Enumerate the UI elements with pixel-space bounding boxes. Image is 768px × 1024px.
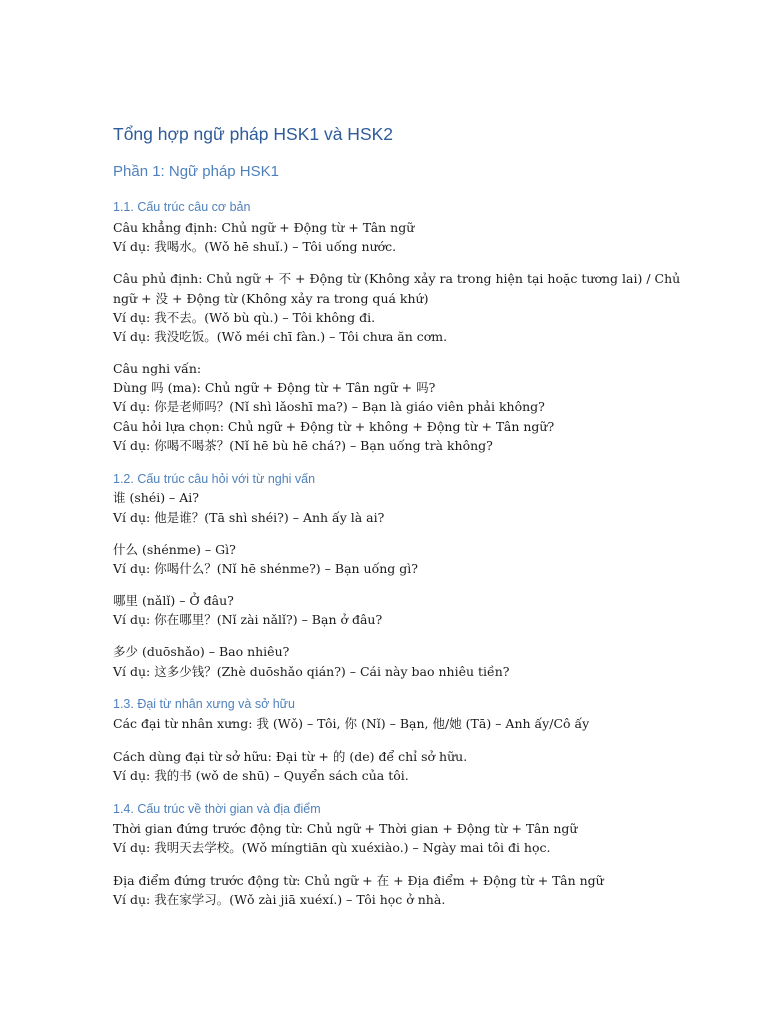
text-line: Cách dùng đại từ sở hữu: Đại từ + 的 (de) để chỉ sở hữu.: [113, 749, 468, 764]
text-line: Ví dụ: 你在哪里？(Nǐ zài nǎlǐ?) – Bạn ở đâu?: [113, 612, 383, 627]
text-line: Câu phủ định: Chủ ngữ + 不 + Động từ (Không xảy ra trong hiện tại hoặc tương lai) / Chủ: [113, 271, 681, 286]
document-title: Tổng hợp ngữ pháp HSK1 và HSK2: [113, 124, 394, 144]
text-line: Ví dụ: 我明天去学校。(Wǒ míngtiān qù xuéxiào.) – Ngày mai tôi đi học.: [113, 840, 551, 855]
text-line: Ví dụ: 我的书 (wǒ de shū) – Quyển sách của tôi.: [113, 768, 409, 783]
text-line: Ví dụ: 他是谁？(Tā shì shéi?) – Anh ấy là ai?: [113, 510, 385, 525]
part-1-heading: Phần 1: Ngữ pháp HSK1: [113, 163, 279, 180]
text-line: 哪里 (nǎlǐ) – Ở đâu?: [113, 593, 234, 608]
text-line: Ví dụ: 我喝水。(Wǒ hē shuǐ.) – Tôi uống nước.: [113, 239, 397, 254]
text-line: Ví dụ: 你喝什么？(Nǐ hē shénme?) – Bạn uống gì?: [113, 561, 418, 576]
text-line: Câu khẳng định: Chủ ngữ + Động từ + Tân ngữ: [113, 220, 415, 235]
text-line: Ví dụ: 我没吃饭。(Wǒ méi chī fàn.) – Tôi chưa ăn cơm.: [113, 329, 448, 344]
text-line: Câu hỏi lựa chọn: Chủ ngữ + Động từ + không + Động từ + Tân ngữ?: [113, 419, 555, 434]
text-line: Dùng 吗 (ma): Chủ ngữ + Động từ + Tân ngữ + 吗?: [113, 380, 436, 395]
section-1-3-heading: 1.3. Đại từ nhân xưng và sở hữu: [113, 697, 296, 711]
text-line: Ví dụ: 我在家学习。(Wǒ zài jiā xuéxí.) – Tôi học ở nhà.: [113, 892, 446, 907]
text-line: Ví dụ: 你是老师吗？(Nǐ shì lǎoshī ma?) – Bạn là giáo viên phải không?: [113, 399, 545, 414]
text-line: Ví dụ: 我不去。(Wǒ bù qù.) – Tôi không đi.: [113, 310, 376, 325]
text-line: Thời gian đứng trước động từ: Chủ ngữ + Thời gian + Động từ + Tân ngữ: [113, 821, 578, 836]
text-line: Ví dụ: 你喝不喝茶？(Nǐ hē bù hē chá?) – Bạn uống trà không?: [113, 438, 493, 453]
text-line: 多少 (duōshǎo) – Bao nhiêu?: [113, 644, 290, 659]
section-1-1-heading: 1.1. Cấu trúc câu cơ bản: [113, 200, 251, 214]
text-line: Các đại từ nhân xưng: 我 (Wǒ) – Tôi, 你 (Nǐ) – Bạn, 他/她 (Tā) – Anh ấy/Cô ấy: [113, 716, 590, 731]
text-line: 什么 (shénme) – Gì?: [113, 542, 236, 557]
text-line: Địa điểm đứng trước động từ: Chủ ngữ + 在 + Địa điểm + Động từ + Tân ngữ: [113, 873, 604, 888]
section-1-4-heading: 1.4. Cấu trúc về thời gian và địa điểm: [113, 802, 321, 816]
text-line: ngữ + 没 + Động từ (Không xảy ra trong quá khứ): [113, 291, 429, 306]
text-line: Câu nghi vấn:: [113, 361, 202, 376]
text-line: Ví dụ: 这多少钱？(Zhè duōshǎo qián?) – Cái này bao nhiêu tiền?: [113, 664, 510, 679]
text-line: 谁 (shéi) – Ai?: [113, 490, 200, 505]
section-1-2-heading: 1.2. Cấu trúc câu hỏi với từ nghi vấn: [113, 472, 316, 486]
